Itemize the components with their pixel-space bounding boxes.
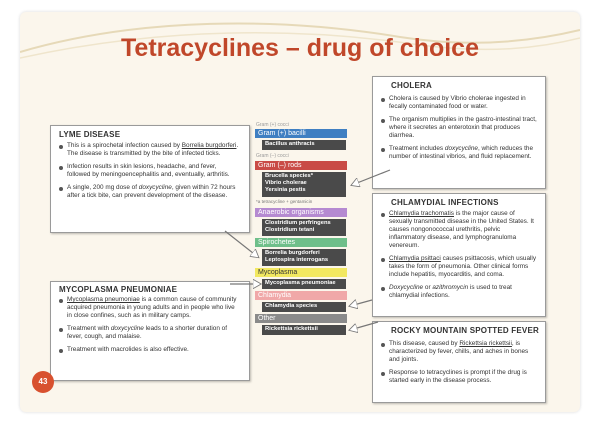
list-item: Infection results in skin lesions, headache, and fever, followed by meningoencephalitis and, eventually, arthritis.	[58, 163, 241, 179]
organism-clostridium-tetani: Clostridium tetani	[265, 226, 315, 233]
gram-negative-cocci-label: Gram (–) cocci	[256, 153, 289, 159]
list-item: A single, 200 mg dose of doxycycline, given within 72 hours after a tick bite, can prevent development of the disease.	[58, 184, 241, 200]
organism-vibrio: Vibrio cholerae	[265, 179, 307, 186]
arrow-lyme	[225, 231, 258, 257]
category-spirochetes: Spirochetes	[255, 238, 347, 247]
organism-leptospira: Leptospira interrogans	[265, 256, 329, 263]
list-item: Chlamydia trachomatis is the major cause of sexually transmitted disease in the United States. It causes nongonococcal urethritis, pelvic inflammatory disease, and lymphogranuloma venereum.	[380, 210, 538, 250]
chlamydial-title: CHLAMYDIAL INFECTIONS	[391, 198, 499, 207]
list-item: Chlamydia psittaci causes psittacosis, which usually takes the form of pneumonia. Other clinical forms include hepatitis, myocarditis, and coma.	[380, 255, 538, 279]
organism-clostridium-perfringens: Clostridium perfringens	[265, 220, 331, 226]
mycoplasma-title: MYCOPLASMA PNEUMONIAE	[59, 285, 178, 294]
page-number-badge: 43	[32, 371, 54, 393]
slide-title: Tetracyclines – drug of choice	[121, 34, 479, 62]
list-item: This is a spirochetal infection caused by Borrelia burgdorferi. The disease is transmitted by the bite of infected ticks.	[58, 142, 241, 158]
organism-chlamydia-species: Chlamydia species	[262, 302, 346, 312]
arrow-rmsf	[350, 322, 378, 330]
organism-bacillus: Bacillus anthracis	[262, 140, 346, 150]
list-item: Treatment includes doxycycline, which reduces the number of intestinal vibrios, and fluid replacement.	[380, 145, 538, 161]
arrow-cholera	[352, 170, 390, 185]
organism-rickettsia: Rickettsia rickettsii	[262, 325, 346, 335]
list-item: Response to tetracyclines is prompt if the drug is started early in the disease process.	[380, 369, 538, 385]
list-item: Doxycycline or azithromycin is used to treat chlamydial infections.	[380, 284, 538, 300]
list-item: This disease, caused by Rickettsia rickettsii, is characterized by fever, chills, and aches in bones and joints.	[380, 340, 538, 364]
category-other: Other	[255, 314, 347, 323]
list-item: Treatment with macrolides is also effective.	[58, 346, 241, 354]
list-item: Mycoplasma pneumoniae is a common cause of community acquired pneumonia in young adults and in people who live in close confines, such as in military camps.	[58, 296, 241, 320]
gram-positive-cocci-label: Gram (+) cocci	[256, 122, 289, 128]
category-gram-negative-rods: Gram (–) rods	[255, 161, 347, 170]
category-gram-positive-bacilli: Gram (+) bacilli	[255, 129, 347, 138]
category-anaerobic: Anaerobic organisms	[255, 208, 347, 217]
organism-yersinia: Yersinia pestis	[265, 186, 306, 193]
list-item: Treatment with doxycycline leads to a shorter duration of fever, cough, and malaise.	[58, 325, 241, 341]
list-item: The organism multiplies in the gastro-intestinal tract, where it secretes an enterotoxin that produces diarrhea.	[380, 116, 538, 140]
organism-mycoplasma-pneumoniae: Mycoplasma pneumoniae	[262, 279, 346, 289]
list-item: Cholera is caused by Vibrio cholerae ingested in fecally contaminated food or water.	[380, 95, 538, 111]
arrow-chlamydia	[350, 300, 372, 306]
rmsf-title: ROCKY MOUNTAIN SPOTTED FEVER	[391, 326, 539, 335]
category-mycoplasma: Mycoplasma	[255, 268, 347, 277]
category-chlamydia: Chlamydia	[255, 291, 347, 300]
cholera-title: CHOLERA	[391, 81, 432, 90]
lyme-disease-title: LYME DISEASE	[59, 130, 121, 139]
organism-brucella: Brucella species*	[265, 173, 314, 179]
organism-borrelia: Borrelia burgdorferi	[265, 250, 320, 256]
footnote-gentamicin: *a tetracycline + gentamicin	[256, 199, 313, 204]
